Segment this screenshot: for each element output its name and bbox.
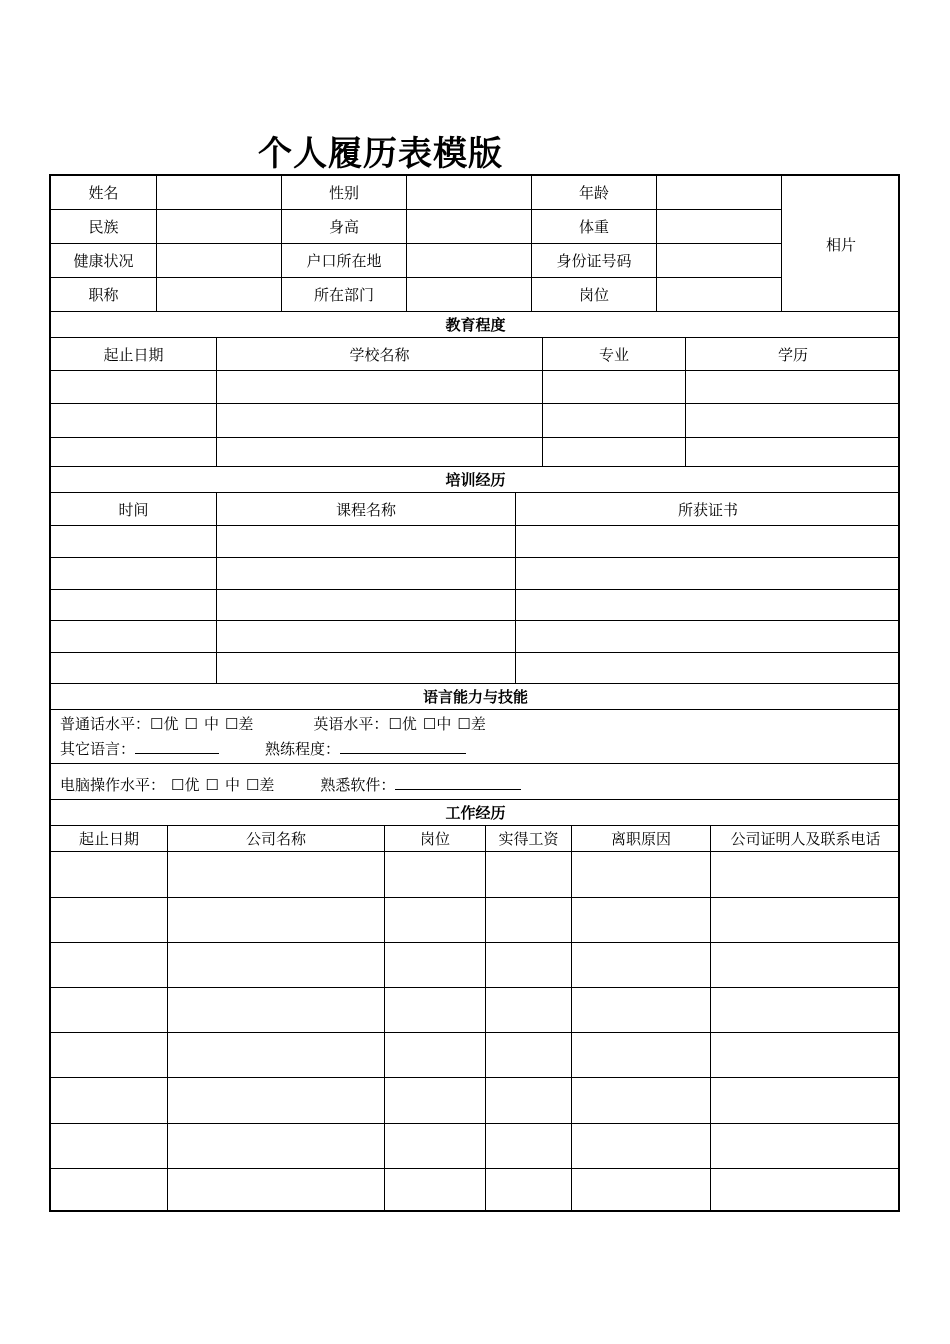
education-cell[interactable] [51, 404, 217, 438]
work-cell[interactable] [51, 1124, 168, 1169]
input-ethnicity[interactable] [157, 210, 282, 244]
work-cell[interactable] [572, 1124, 711, 1169]
work-cell[interactable] [711, 1078, 900, 1124]
training-cell[interactable] [51, 590, 217, 621]
training-cell[interactable] [516, 526, 900, 558]
work-cell[interactable] [486, 1078, 572, 1124]
work-cell[interactable] [572, 988, 711, 1033]
english-label: 英语水平： [313, 715, 389, 733]
opt-label: 差 [259, 776, 275, 794]
computer-line [60, 774, 521, 795]
opt-label: 优 [401, 715, 417, 733]
resume-form [49, 174, 900, 1212]
work-cell[interactable] [385, 1124, 486, 1169]
label-position: 岗位 [532, 278, 657, 312]
work-cell[interactable] [385, 1033, 486, 1078]
label-name: 姓名 [51, 176, 157, 210]
work-cell[interactable] [711, 988, 900, 1033]
work-cell[interactable] [711, 898, 900, 943]
input-name[interactable] [157, 176, 282, 210]
work-cell[interactable] [385, 852, 486, 898]
training-cell[interactable] [516, 558, 900, 590]
work-cell[interactable] [385, 988, 486, 1033]
work-cell[interactable] [486, 852, 572, 898]
training-cell[interactable] [516, 590, 900, 621]
work-cell[interactable] [572, 1033, 711, 1078]
work-cell[interactable] [385, 898, 486, 943]
opt-label: 中 [203, 715, 219, 733]
checkbox-computer-excellent[interactable]: ☐ [171, 776, 185, 794]
work-cell[interactable] [168, 943, 385, 988]
checkbox-mandarin-poor[interactable]: ☐ [224, 715, 239, 733]
training-cell[interactable] [217, 621, 516, 653]
checkbox-english-medium[interactable]: ☐ [422, 715, 437, 733]
training-cell[interactable] [217, 558, 516, 590]
label-weight: 体重 [532, 210, 657, 244]
work-cell[interactable] [51, 898, 168, 943]
input-gender[interactable] [407, 176, 532, 210]
education-cell[interactable] [543, 438, 686, 467]
training-header-cell: 课程名称 [217, 493, 516, 526]
education-cell[interactable] [217, 371, 543, 404]
other-language-field[interactable] [135, 739, 219, 754]
work-cell[interactable] [486, 943, 572, 988]
input-health[interactable] [157, 244, 282, 278]
opt-label: 优 [184, 776, 200, 794]
work-cell[interactable] [711, 852, 900, 898]
label-gender: 性别 [282, 176, 407, 210]
work-cell[interactable] [168, 1169, 385, 1212]
opt-label: 中 [224, 776, 240, 794]
work-cell[interactable] [711, 1033, 900, 1078]
work-cell[interactable] [385, 943, 486, 988]
work-cell[interactable] [385, 1078, 486, 1124]
photo-box[interactable]: 相片 [782, 176, 900, 312]
education-cell[interactable] [686, 371, 900, 404]
work-header-cell: 离职原因 [572, 826, 711, 852]
work-cell[interactable] [51, 1169, 168, 1212]
label-height: 身高 [282, 210, 407, 244]
training-cell[interactable] [516, 653, 900, 684]
education-cell[interactable] [543, 404, 686, 438]
education-cell[interactable] [217, 438, 543, 467]
checkbox-computer-medium[interactable]: ☐ [205, 776, 219, 794]
section-training: 培训经历 [51, 467, 900, 493]
label-health: 健康状况 [51, 244, 157, 278]
input-job-title[interactable] [157, 278, 282, 312]
education-cell[interactable] [543, 371, 686, 404]
software-label: 熟悉软件： [320, 776, 396, 794]
education-cell[interactable] [686, 404, 900, 438]
proficiency-label: 熟练程度： [265, 740, 341, 758]
checkbox-english-excellent[interactable]: ☐ [388, 715, 402, 733]
label-department: 所在部门 [282, 278, 407, 312]
label-id-number: 身份证号码 [532, 244, 657, 278]
work-cell[interactable] [711, 1124, 900, 1169]
education-header-cell: 起止日期 [51, 338, 217, 371]
label-hukou: 户口所在地 [282, 244, 407, 278]
work-cell[interactable] [711, 943, 900, 988]
work-header-cell: 起止日期 [51, 826, 168, 852]
input-position[interactable] [657, 278, 782, 312]
training-header-cell: 时间 [51, 493, 217, 526]
work-header-cell: 实得工资 [486, 826, 572, 852]
checkbox-computer-poor[interactable]: ☐ [245, 776, 260, 794]
education-cell[interactable] [686, 438, 900, 467]
label-age: 年龄 [532, 176, 657, 210]
work-cell[interactable] [168, 1078, 385, 1124]
work-cell[interactable] [168, 1124, 385, 1169]
work-header-cell: 岗位 [385, 826, 486, 852]
label-ethnicity: 民族 [51, 210, 157, 244]
training-cell[interactable] [516, 621, 900, 653]
section-education: 教育程度 [51, 312, 900, 338]
opt-label: 差 [470, 715, 486, 733]
work-cell[interactable] [51, 852, 168, 898]
language-line [60, 713, 486, 734]
work-cell[interactable] [51, 1033, 168, 1078]
computer-box [51, 764, 900, 800]
work-cell[interactable] [168, 1033, 385, 1078]
checkbox-mandarin-excellent[interactable]: ☐ [150, 715, 164, 733]
education-cell[interactable] [217, 404, 543, 438]
work-cell[interactable] [51, 1078, 168, 1124]
opt-label: 中 [436, 715, 452, 733]
opt-label: 优 [163, 715, 179, 733]
work-cell[interactable] [486, 898, 572, 943]
work-cell[interactable] [572, 852, 711, 898]
page-title: 个人履历表模版 [258, 134, 503, 174]
work-cell[interactable] [486, 988, 572, 1033]
work-cell[interactable] [51, 943, 168, 988]
input-hukou[interactable] [407, 244, 532, 278]
education-cell[interactable] [51, 371, 217, 404]
language-box [51, 710, 900, 764]
label-job-title: 职称 [51, 278, 157, 312]
training-cell[interactable] [217, 653, 516, 684]
work-cell[interactable] [486, 1124, 572, 1169]
work-header-cell: 公司名称 [168, 826, 385, 852]
work-cell[interactable] [486, 1169, 572, 1212]
work-cell[interactable] [572, 1169, 711, 1212]
work-cell[interactable] [572, 943, 711, 988]
training-cell[interactable] [51, 621, 217, 653]
work-cell[interactable] [572, 898, 711, 943]
computer-label: 电脑操作水平： [60, 776, 166, 794]
work-cell[interactable] [385, 1169, 486, 1212]
work-cell[interactable] [711, 1169, 900, 1212]
work-header-cell: 公司证明人及联系电话 [711, 826, 900, 852]
other-language-label: 其它语言： [60, 740, 136, 758]
input-department[interactable] [407, 278, 532, 312]
input-age[interactable] [657, 176, 782, 210]
education-header-cell: 专业 [543, 338, 686, 371]
work-cell[interactable] [168, 852, 385, 898]
work-cell[interactable] [486, 1033, 572, 1078]
training-cell[interactable] [217, 590, 516, 621]
proficiency-field[interactable] [340, 739, 466, 754]
section-work: 工作经历 [51, 800, 900, 826]
input-id-number[interactable] [657, 244, 782, 278]
opt-label: 差 [238, 715, 254, 733]
software-field[interactable] [395, 775, 521, 790]
checkbox-english-poor[interactable]: ☐ [457, 715, 471, 733]
work-cell[interactable] [572, 1078, 711, 1124]
training-cell[interactable] [51, 558, 217, 590]
training-cell[interactable] [51, 653, 217, 684]
education-header-cell: 学历 [686, 338, 900, 371]
input-weight[interactable] [657, 210, 782, 244]
education-cell[interactable] [51, 438, 217, 467]
work-cell[interactable] [168, 988, 385, 1033]
work-cell[interactable] [51, 988, 168, 1033]
training-cell[interactable] [217, 526, 516, 558]
section-skills: 语言能力与技能 [51, 684, 900, 710]
checkbox-mandarin-medium[interactable]: ☐ [184, 715, 198, 733]
training-cell[interactable] [51, 526, 217, 558]
work-cell[interactable] [168, 898, 385, 943]
training-header-cell: 所获证书 [516, 493, 900, 526]
education-header-cell: 学校名称 [217, 338, 543, 371]
input-height[interactable] [407, 210, 532, 244]
other-language-line [60, 738, 466, 759]
mandarin-label: 普通话水平： [60, 715, 151, 733]
